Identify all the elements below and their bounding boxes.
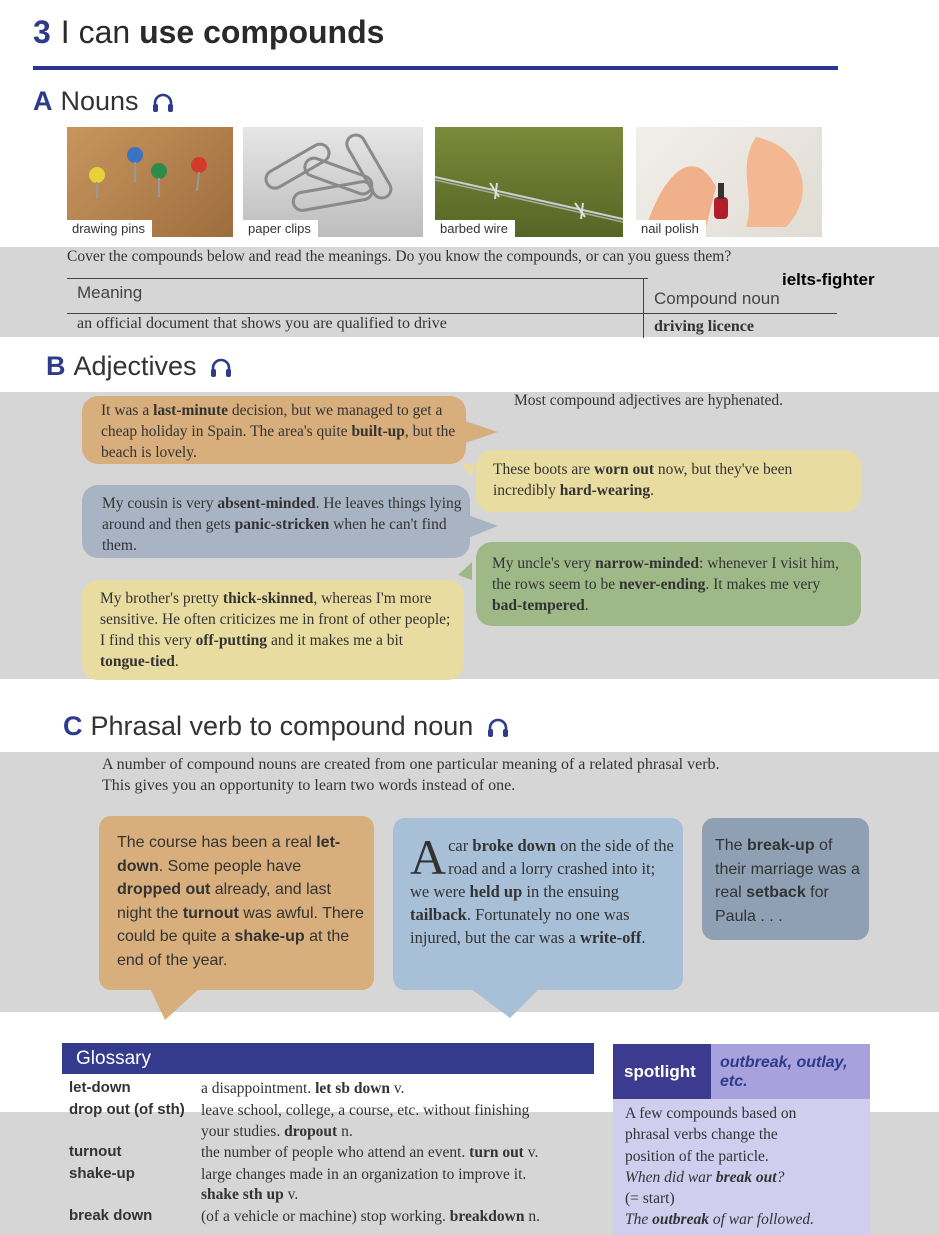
glossary-header	[62, 1043, 594, 1074]
section-c-heading	[63, 711, 509, 742]
drop-cap: A	[410, 829, 447, 885]
hyphen-note: Most compound adjectives are hyphenated.	[514, 392, 784, 409]
glossary-definition: (of a vehicle or machine) stop working. breakdown n.	[201, 1208, 540, 1225]
unit-title-plain: I can	[60, 14, 131, 50]
spotlight-line: A few compounds based on	[625, 1105, 797, 1122]
spotlight-topic-box	[711, 1044, 870, 1099]
speech-bubble-4: These boots are worn out now, but they've been incredibly hard-wearing.	[476, 450, 861, 512]
glossary-term: drop out (of sth)	[69, 1101, 185, 1118]
speech-bubble-1: It was a last-minute decision, but we managed to get a cheap holiday in Spain. The area's quite built-up, but the beach is lovely.	[82, 396, 466, 464]
section-letter: B	[46, 351, 66, 381]
table-header-compound: Compound noun	[654, 289, 780, 308]
table-cell-compound: driving licence	[654, 318, 754, 335]
glossary-term: break down	[69, 1207, 153, 1224]
spotlight-example-2: (= start)	[625, 1190, 675, 1207]
title-rule	[33, 66, 838, 70]
headphones-icon[interactable]	[210, 358, 232, 378]
glossary-definition: leave school, college, a course, etc. without finishing	[201, 1102, 530, 1119]
table-rule-mid	[67, 313, 837, 314]
spotlight-example-3: The outbreak of war followed.	[625, 1211, 815, 1228]
section-a-heading	[33, 86, 174, 117]
glossary-title: Glossary	[76, 1048, 151, 1069]
section-title: Adjectives	[73, 351, 197, 381]
section-letter: A	[33, 86, 53, 116]
instruction-text: Cover the compounds below and read the meanings. Do you know the compounds, or can you guess them?	[67, 248, 732, 265]
photo-caption: paper clips	[243, 220, 318, 237]
unit-title-bold: use compounds	[139, 14, 385, 50]
spotlight-label: spotlight	[624, 1062, 696, 1081]
unit-number: 3	[33, 14, 51, 50]
photo-caption: barbed wire	[435, 220, 515, 237]
speech-bubble-5: My uncle's very narrow-minded: whenever I visit him, the rows seem to be never-ending. It makes me very bad-tempered.	[476, 542, 861, 626]
story-box-2: A car broke down on the side of the road and a lorry crashed into it; we were held up in the ensuing tailback. Fortunately no one was injured, but the car was a write-off.	[393, 818, 683, 990]
glossary-definition: large changes made in an organization to improve it.	[201, 1166, 527, 1183]
glossary-term: shake-up	[69, 1165, 135, 1182]
glossary-definition-cont: your studies. dropout n.	[201, 1123, 353, 1140]
spotlight-label-box	[613, 1044, 711, 1099]
section-title: Nouns	[60, 86, 139, 116]
speech-bubble-3: My brother's pretty thick-skinned, whereas I'm more sensitive. He often criticizes me in front of other people; I find this very off-putting and it makes me a bit tongue-tied.	[82, 580, 464, 680]
story-box-1: The course has been a real let-down. Some people have dropped out already, and last night the turnout was awful. There could be quite a shake-up at the end of the year.	[99, 816, 374, 990]
photo-caption: drawing pins	[67, 220, 152, 237]
headphones-icon[interactable]	[152, 93, 174, 113]
glossary-term: turnout	[69, 1143, 122, 1160]
glossary-definition: a disappointment. let sb down v.	[201, 1080, 405, 1097]
table-divider-vertical	[643, 278, 644, 338]
section-letter: C	[63, 711, 83, 741]
section-title: Phrasal verb to compound noun	[90, 711, 474, 741]
photo-caption: nail polish	[636, 220, 706, 237]
section-c-intro: A number of compound nouns are created from one particular meaning of a related phrasal verb. This gives you an opportunity to learn two words instead of one.	[102, 756, 720, 794]
photo-drawing-pins	[67, 127, 233, 237]
glossary-definition: the number of people who attend an event. turn out v.	[201, 1144, 539, 1161]
photo-barbed-wire	[435, 127, 623, 237]
photo-nail-polish	[636, 127, 822, 237]
spotlight-line: phrasal verbs change the	[625, 1126, 778, 1143]
speech-bubble-2: My cousin is very absent-minded. He leaves things lying around and then gets panic-stricken when he can't find them.	[82, 485, 470, 558]
glossary-term: let-down	[69, 1079, 131, 1096]
story-box-3: The break-up of their marriage was a real setback for Paula . . .	[702, 818, 869, 940]
table-rule-top	[67, 278, 648, 279]
watermark: ielts-fighter	[782, 270, 875, 289]
unit-title	[33, 14, 384, 51]
spotlight-example-1: When did war break out?	[625, 1169, 785, 1186]
spotlight-topic: outbreak, outlay, etc.	[720, 1054, 848, 1090]
photo-paper-clips	[243, 127, 423, 237]
table-header-meaning: Meaning	[77, 283, 143, 302]
spotlight-line: position of the particle.	[625, 1148, 769, 1165]
table-cell-meaning: an official document that shows you are qualified to drive	[77, 315, 447, 332]
glossary-definition-cont: shake sth up v.	[201, 1186, 299, 1203]
section-b-heading	[46, 351, 232, 382]
headphones-icon[interactable]	[487, 718, 509, 738]
